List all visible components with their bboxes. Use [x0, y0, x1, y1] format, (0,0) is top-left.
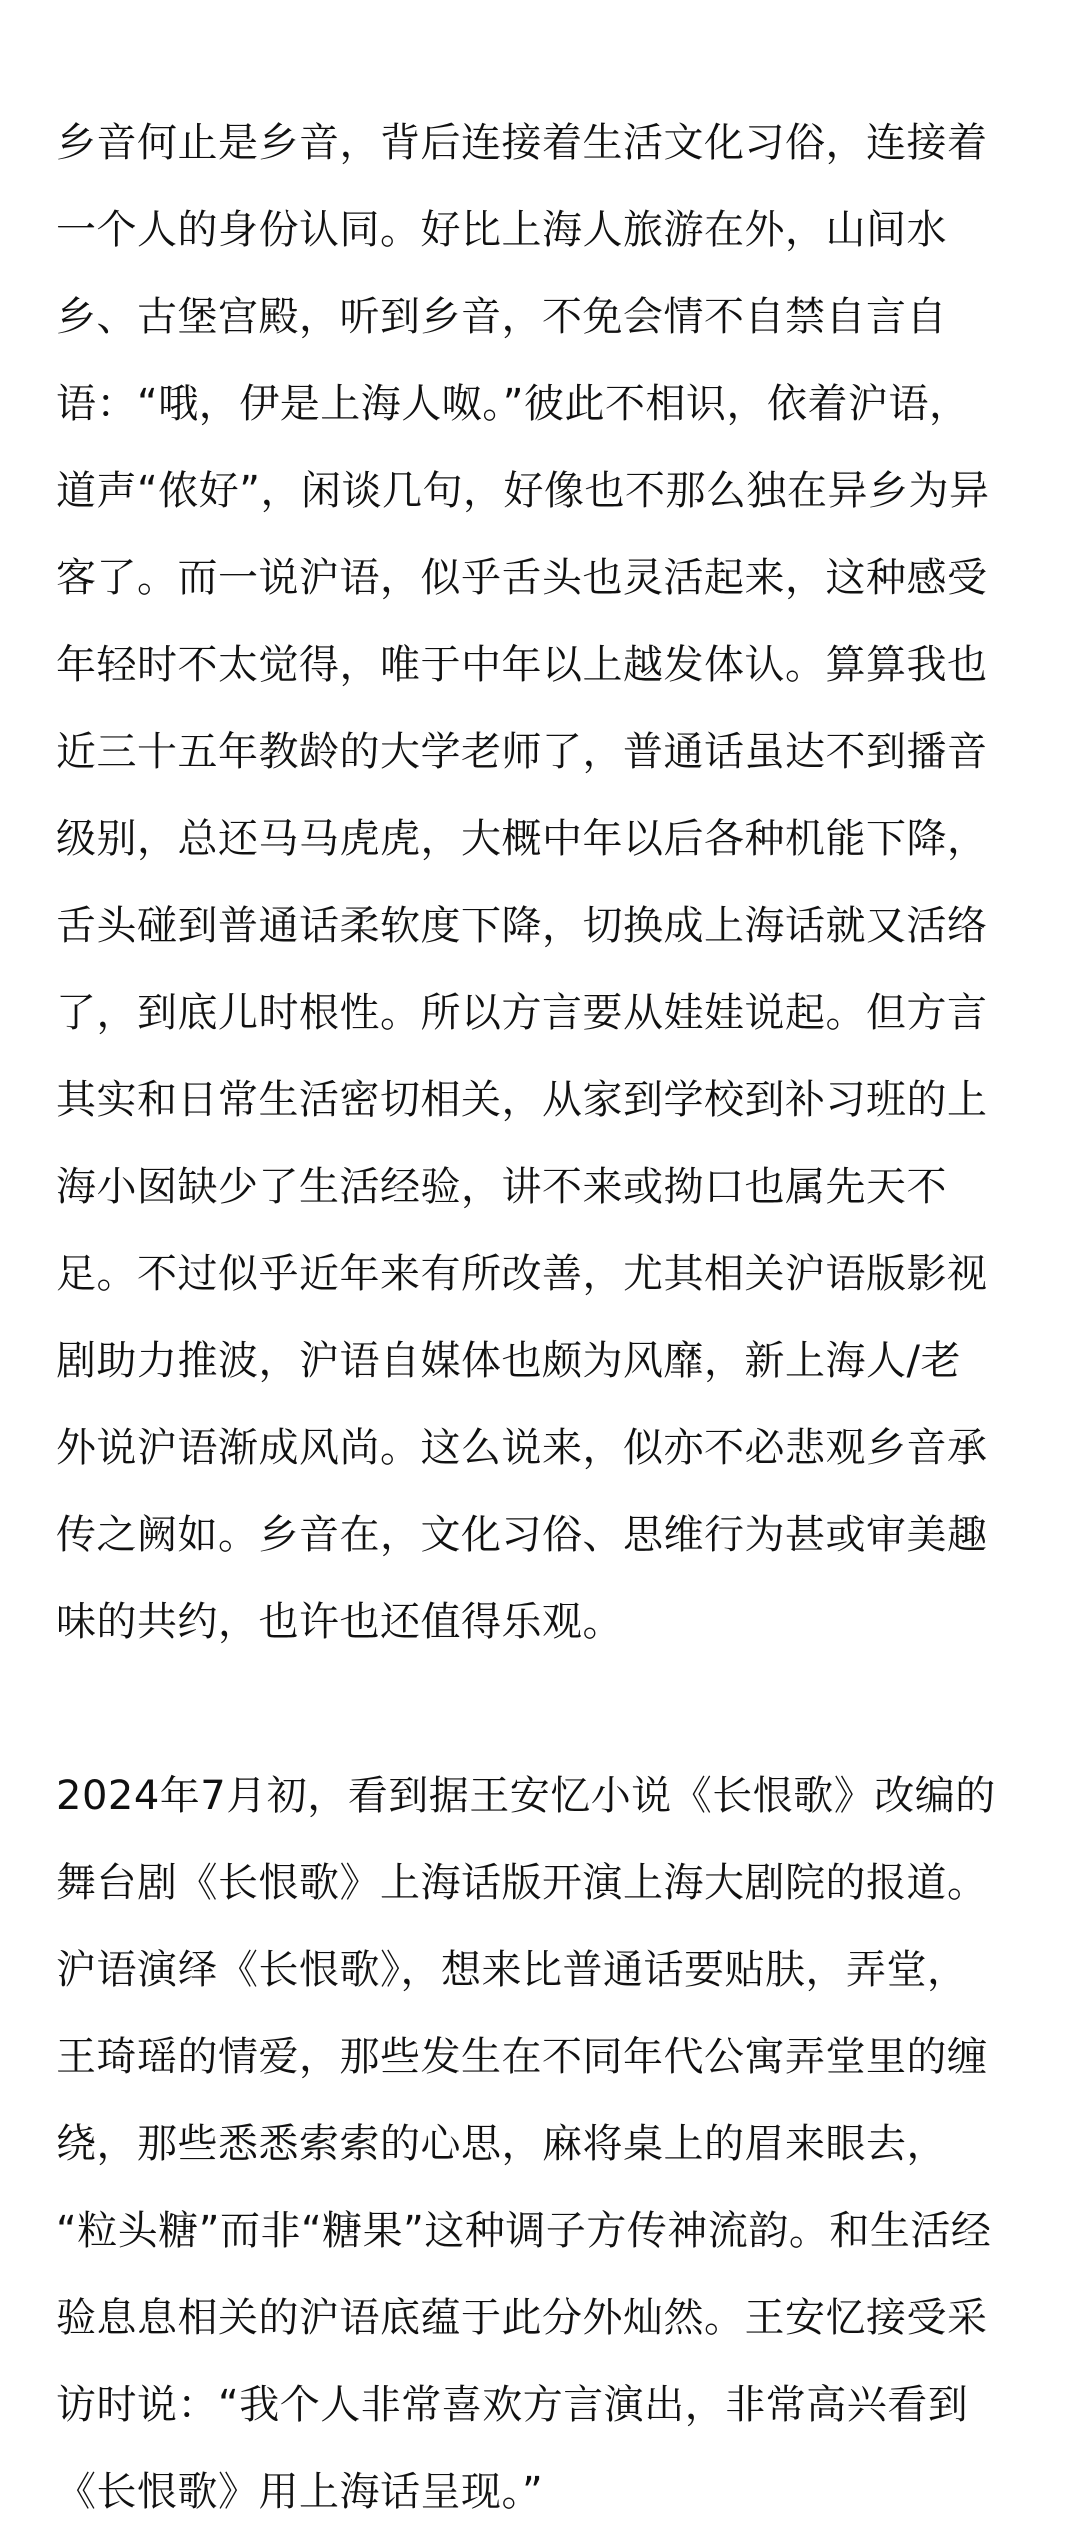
- text-line: 客了。而一说沪语，似乎舌头也灵活起来，这种感受: [56, 555, 988, 601]
- text-line: 舞台剧《长恨歌》上海话版开演上海大剧院的报道。: [56, 1860, 988, 1906]
- text-line: 乡音何止是乡音，背后连接着生活文化习俗，连接着: [56, 120, 988, 166]
- text-line: 了，到底儿时根性。所以方言要从娃娃说起。但方言: [56, 990, 988, 1036]
- text-line: 传之阙如。乡音在，文化习俗、思维行为甚或审美趣: [56, 1512, 988, 1558]
- text-line: 验息息相关的沪语底蕴于此分外灿然。王安忆接受采: [56, 2295, 988, 2341]
- text-line: 王琦瑶的情爱，那些发生在不同年代公寓弄堂里的缠: [56, 2034, 988, 2080]
- article-body: [56, 100, 1024, 2536]
- text-line: 级别，总还马马虎虎，大概中年以后各种机能下降，: [56, 816, 988, 862]
- text-line: 2024年7月初，看到据王安忆小说《长恨歌》改编的: [56, 1773, 996, 1819]
- text-line: 海小囡缺少了生活经验，讲不来或拗口也属先天不: [56, 1164, 947, 1210]
- text-line: 乡、古堡宫殿，听到乡音，不免会情不自禁自言自: [56, 294, 947, 340]
- text-line: “粒头糖”而非“糖果”这种调子方传神流韵。和生活经: [56, 2208, 992, 2254]
- text-line: 外说沪语渐成风尚。这么说来，似亦不必悲观乡音承: [56, 1425, 988, 1471]
- text-line: 近三十五年教龄的大学老师了，普通话虽达不到播音: [56, 729, 988, 775]
- text-line: 道声“侬好”，闲谈几句，好像也不那么独在异乡为异: [56, 468, 990, 514]
- text-line: 访时说：“我个人非常喜欢方言演出，非常高兴看到: [56, 2382, 969, 2428]
- text-line: 舌头碰到普通话柔软度下降，切换成上海话就又活络: [56, 903, 988, 949]
- text-line: 剧助力推波，沪语自媒体也颇为风靡，新上海人/老: [56, 1338, 961, 1384]
- paragraph-1: [56, 100, 1024, 1666]
- text-line: 语：“哦，伊是上海人呶。”彼此不相识，依着沪语，: [56, 381, 970, 427]
- text-line: 足。不过似乎近年来有所改善，尤其相关沪语版影视: [56, 1251, 988, 1297]
- text-line: 一个人的身份认同。好比上海人旅游在外，山间水: [56, 207, 947, 253]
- text-line: 其实和日常生活密切相关，从家到学校到补习班的上: [56, 1077, 988, 1123]
- text-line: 年轻时不太觉得，唯于中年以上越发体认。算算我也: [56, 642, 988, 688]
- text-line: 《长恨歌》用上海话呈现。”: [56, 2469, 544, 2515]
- text-line: 绕，那些悉悉索索的心思，麻将桌上的眉来眼去，: [56, 2121, 947, 2167]
- text-line: 沪语演绎《长恨歌》，想来比普通话要贴肤，弄堂，: [56, 1947, 968, 1993]
- paragraph-2: [56, 1753, 1024, 2536]
- text-line: 味的共约，也许也还值得乐观。: [56, 1599, 623, 1645]
